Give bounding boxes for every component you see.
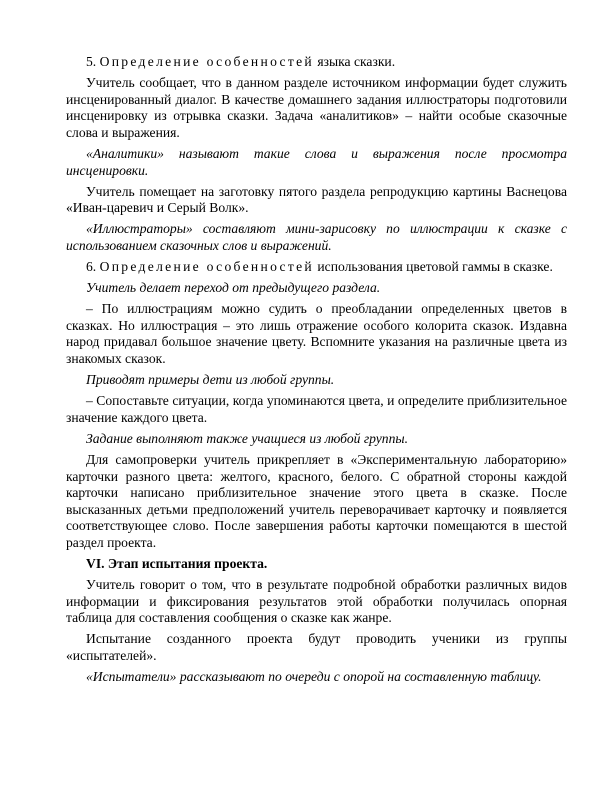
section-number: 5. [86,54,100,69]
paragraph-italic: Учитель делает переход от предыдущего раздела. [86,280,381,296]
document-body [66,54,567,690]
section-5-heading [66,54,567,71]
stage-heading: VI. Этап испытания проекта. [86,556,268,572]
section-heading-spaced: Определение особенностей [99,259,314,275]
paragraph-italic: «Иллюстраторы» составляют мини-зарисовку по иллюстрации к сказке с использованием сказочных слов и выражений. [66,221,567,253]
section-6-heading [66,259,567,276]
paragraph: – Сопоставьте ситуации, когда упоминаются цвета, и определите приблизительное значение каждого цвета. [66,393,567,425]
paragraph: Учитель сообщает, что в данном разделе источником информации будет служить инсценированный диалог. В качестве домашнего задания иллюстраторы подготовили инсценировку из отрывка сказки. Задача «аналитиков» – найти особые сказочные слова и выражения. [66,75,567,140]
paragraph: Учитель помещает на заготовку пятого раздела репродукцию картины Васнецова «Иван-царевич и Серый Волк». [66,183,567,216]
paragraph-italic: Задание выполняют также учащиеся из любой группы. [86,430,408,446]
paragraph: – По иллюстрациям можно судить о преобладании определенных цветов в сказках. Но иллюстрация – это лишь отражение особого колорита сказок. Издавна народ придавал большое значение цвету. Вспомните указания на различные цвета из знакомых сказок. [66,301,567,366]
paragraph: Учитель говорит о том, что в результате подробной обработки различных видов информации и фиксирования результатов этой обработки получилась опорная таблица для составления сообщения о сказке как жанре. [66,577,567,626]
section-heading-spaced: Определение особенностей [99,54,314,69]
paragraph: Испытание созданного проекта будут проводить ученики из группы «испытателей». [66,631,567,663]
paragraph-italic: Приводят примеры дети из любой группы. [86,372,335,388]
section-number: 6. [86,259,100,275]
section-heading-rest: использования цветовой гаммы в сказке. [314,259,553,275]
paragraph: Для самопроверки учитель прикрепляет в «Экспериментальную лабораторию» карточки разного цвета: желтого, красного, белого. С обратной стороны каждой карточки написано приблизительное значение этого цвета в сказке. После высказанных детьми предположений учитель переворачивает карточку и появляется соответствующее слово. После завершения работы карточки помещаются в шестой раздел проекта. [66,451,567,550]
paragraph-italic: «Испытатели» рассказывают по очереди с опорой на составленную таблицу. [86,669,542,685]
paragraph-italic: «Аналитики» называют такие слова и выражения после просмотра инсценировки. [66,145,567,178]
section-heading-rest: языка сказки. [314,54,396,69]
